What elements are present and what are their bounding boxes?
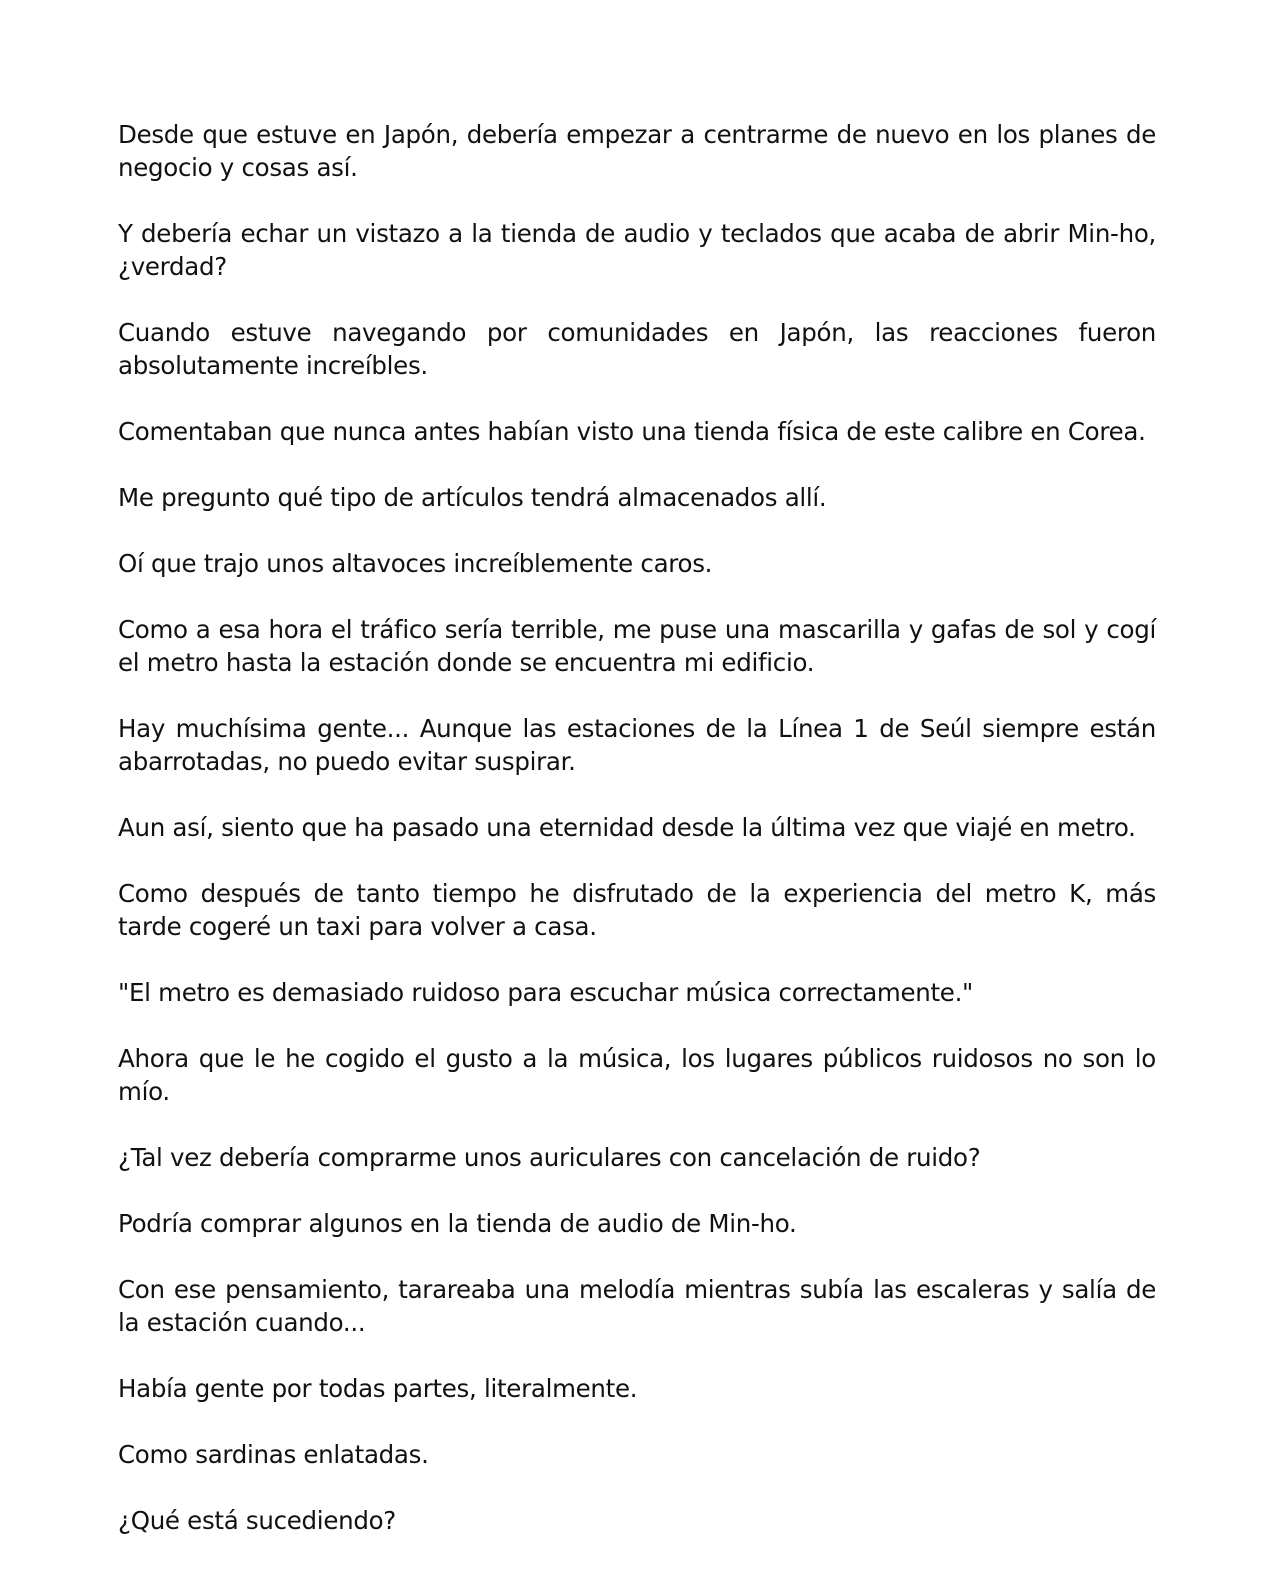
paragraph: Ahora que le he cogido el gusto a la música, los lugares públicos ruidosos no son lo mío.: [118, 1044, 1156, 1106]
paragraph: Comentaban que nunca antes habían visto una tienda física de este calibre en Corea.: [118, 417, 1146, 446]
paragraph: Podría comprar algunos en la tienda de audio de Min-ho.: [118, 1209, 797, 1238]
paragraph: "El metro es demasiado ruidoso para escuchar música correctamente.": [118, 978, 974, 1007]
paragraph: Desde que estuve en Japón, debería empezar a centrarme de nuevo en los planes de negocio y cosas así.: [118, 120, 1156, 182]
paragraph: ¿Qué está sucediendo?: [118, 1506, 396, 1535]
paragraph: Oí que trajo unos altavoces increíblemente caros.: [118, 549, 713, 578]
paragraph: Con ese pensamiento, tarareaba una melodía mientras subía las escaleras y salía de la estación cuando...: [118, 1275, 1156, 1337]
paragraph: Cuando estuve navegando por comunidades en Japón, las reacciones fueron absolutamente increíbles.: [118, 318, 1156, 380]
paragraph: Y debería echar un vistazo a la tienda de audio y teclados que acaba de abrir Min-ho, ¿verdad?: [118, 219, 1156, 281]
paragraph: Había gente por todas partes, literalmente.: [118, 1374, 638, 1403]
paragraph: ¿Tal vez debería comprarme unos auriculares con cancelación de ruido?: [118, 1143, 981, 1172]
text-column: [118, 118, 1156, 1570]
paragraph: Como después de tanto tiempo he disfrutado de la experiencia del metro K, más tarde cogeré un taxi para volver a casa.: [118, 879, 1156, 941]
paragraph: Como sardinas enlatadas.: [118, 1440, 429, 1469]
paragraph: Aun así, siento que ha pasado una eternidad desde la última vez que viajé en metro.: [118, 813, 1136, 842]
paragraph: Como a esa hora el tráfico sería terrible, me puse una mascarilla y gafas de sol y cogí el metro hasta la estación donde se encuentra mi edificio.: [118, 615, 1156, 677]
paragraph: Hay muchísima gente... Aunque las estaciones de la Línea 1 de Seúl siempre están abarrotadas, no puedo evitar suspirar.: [118, 714, 1156, 776]
paragraph: Me pregunto qué tipo de artículos tendrá almacenados allí.: [118, 483, 827, 512]
